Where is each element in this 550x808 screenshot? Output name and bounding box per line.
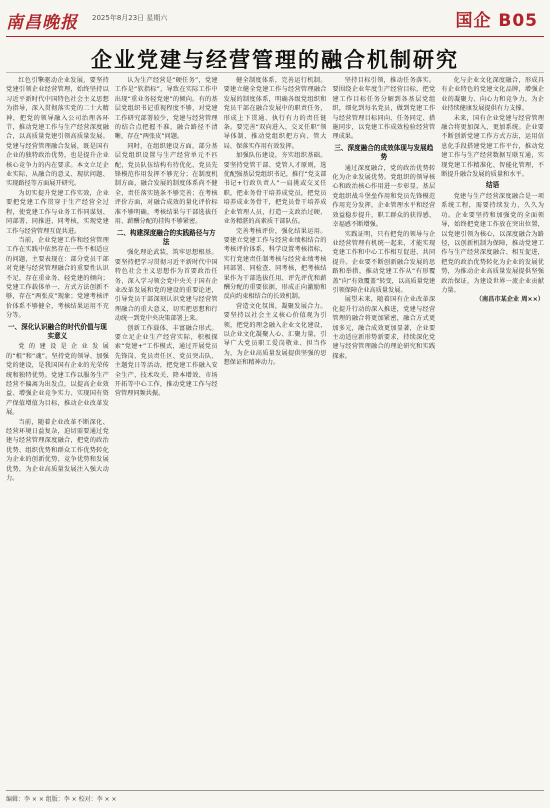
column-4 xyxy=(332,76,435,784)
paragraph: 认为生产经营是“硬任务”，党建工作是“软指标”，导致在实际工作中出现“重业务轻党建”的倾向。有的基层党组织书记重视程度不够，对党建工作研究部署较少，党建与经营管理的结合点把握不准，融合路径不清晰，存在“两张皮”问题。 xyxy=(114,77,218,141)
paragraph: 红色引擎驱动企业发展，要坚持党建引领企业经营管理，始终坚持以习近平新时代中国特色社会主义思想为指导，深入贯彻落实党的二十大精神，把党的领导融入公司治理各环节，推动党建工作与生产经营深度融合，以高质量党建引领高质量发展。党建与经营管理融合发展，既是国有企业的独特政治优势，也是提升企业核心竞争力的内在要求。本文立足企业实际，从融合的意义、现状问题、实现路径等方面展开研究。 xyxy=(6,77,109,188)
section-heading: 二、构建深度融合的实践路径与方法 xyxy=(116,228,216,246)
paragraph: 实践证明，只有把党的领导与企业经营管理有机统一起来，才能实现党建工作和中心工作相互促进、共同提升。企业要不断创新融合发展的思路和举措，推动党建工作从“有形覆盖”向“有效覆盖”转变，以高质量党建引领保障企业高质量发展。 xyxy=(332,230,436,294)
masthead xyxy=(6,2,544,37)
paragraph: 创新工作载体，丰富融合形式。要立足企业生产经营实际，积极探索“党建+”工作模式，通过开展党员先锋岗、党员责任区、党员突击队、主题党日等活动，把党建工作融入安全生产、技术攻关、降本增效、市场开拓等中心工作，推动党建工作与经营管理同频共振。 xyxy=(114,324,218,398)
paragraph: 强化理论武装，筑牢思想根基。要坚持把学习贯彻习近平新时代中国特色社会主义思想作为首要政治任务，深入学习领会党中央关于国有企业改革发展和党的建设的重要论述，引导党员干部深刻认识党建与经营管理融合的重大意义，切实把思想和行动统一到党中央决策部署上来。 xyxy=(114,249,218,323)
section-heading: 一、深化认识融合的时代价值与现实意义 xyxy=(7,322,107,340)
column-5 xyxy=(441,76,544,784)
paragraph: 展望未来，随着国有企业改革深化提升行动的深入推进，党建与经营管理的融合将更加紧密，融合方式更加多元，融合成效更加显著，企业要主动适应新形势新要求，持续深化党建与经营管理融合的理论研究和实践探索。 xyxy=(332,296,436,360)
paragraph: 健全制度体系，完善运行机制。要建立健全党建工作与经营管理融合发展的制度体系，明确各级党组织和党员干部在融合发展中的职责任务，形成上下贯通、执行有力的责任链条。要完善“双向进入、交叉任职”领导体制，推动党组织把方向、管大局、保落实作用有效发挥。 xyxy=(223,77,327,150)
paragraph: 为切实提升党建工作实效，企业要把党建工作贯穿于生产经营全过程，使党建工作与业务工作同谋划、同部署、同推进、同考核，实现党建工作与经营管理互促共进。 xyxy=(6,189,109,235)
article-body xyxy=(6,76,544,784)
paragraph: 当前，随着企业改革不断深化、经营环境日益复杂，迫切需要通过党建与经营管理深度融合，把党的政治优势、组织优势和群众工作优势转化为企业的创新优势、竞争优势和发展优势，为企业高质量发展注入强大动力。 xyxy=(6,418,109,483)
paragraph: 通过深度融合，党的政治优势转化为企业发展优势。党组织的领导核心和政治核心作用进一步彰显，基层党组织战斗堡垒作用和党员先锋模范作用充分发挥，企业管理水平和经营效益稳步提升，职工群众的获得感、幸福感不断增强。 xyxy=(332,164,436,229)
paragraph: 党的建设是企业发展的“根”和“魂”。坚持党的领导、加强党的建设，是我国国有企业的光荣传统和独特优势。党建工作以服务生产经营不偏离为出发点，以提高企业效益、增强企业竞争实力、实现国有资产保值增值为目标，推动企业改革发展。 xyxy=(6,343,109,417)
issue-date: 2025年8月23日 星期六 xyxy=(92,14,168,22)
paragraph: 党建与生产经营深度融合是一项系统工程，需要持续发力、久久为功。企业要坚持和加强党的全面领导，始终把党建工作放在突出位置，以党建引领为核心，以深度融合为路径，以创新机制为保障，推动党建工作与生产经营深度融合、相互促进，把党的政治优势转化为企业的发展优势，为推动企业高质量发展提供坚强政治保证，为建设世界一流企业贡献力量。 xyxy=(441,192,544,294)
section-heading: 结语 xyxy=(485,181,500,190)
paragraph: 坚持目标引领，推动任务落实。要围绕企业年度生产经营目标，把党建工作目标任务分解到各基层党组织，细化到每名党员，做到党建工作与经营管理目标同向、任务同定、措施同步，以党建工作成效检验经营管理成果。 xyxy=(332,77,436,141)
page-footer: 编辑：李 × × 组版：李 × 校对：李 × × xyxy=(6,790,544,803)
paragraph: 完善考核评价，强化结果运用。要建立党建工作与经营业绩相结合的考核评价体系，科学设置考核指标，实行党建责任制考核与经营业绩考核同部署、同检查、同考核，把考核结果作为干部选拔任用、评先评优和薪酬分配的重要依据，形成正向激励和反向约束相结合的长效机制。 xyxy=(223,227,327,301)
paragraph: 同时，在组织建设方面，部分基层党组织设置与生产经营单元不匹配，党员队伍结构有待优化，党员先锋模范作用发挥不够充分；在制度机制方面，融合发展的制度体系尚不健全，责任落实链条不够完善；在考核评价方面，对融合成效的量化评价标准不够明确，考核结果与干部选拔任用、薪酬分配的挂钩不够紧密。 xyxy=(114,142,218,226)
article-headline: 企业党建与经营管理的融合机制研究 xyxy=(91,47,459,72)
article-byline: （南昌市某企业 周××） xyxy=(475,296,544,304)
newspaper-logo: 南昌晚报 xyxy=(6,13,78,33)
column-1 xyxy=(6,76,109,784)
column-2 xyxy=(115,76,218,784)
paragraph: 加强队伍建设，夯实组织基础。要坚持党管干部、党管人才原则，选优配强基层党组织书记，推行“党支部书记+行政负责人”一肩挑或交叉任职，把业务骨干培养成党员，把党员培养成业务骨干，把党员骨干培养成企业管理人员，打造一支政治过硬、业务精湛的高素质干部队伍。 xyxy=(223,152,327,226)
headline-divider xyxy=(6,72,544,73)
paragraph: 营造文化氛围，凝聚发展合力。要坚持以社会主义核心价值观为引领，把党的理念融入企业文化建设，以企业文化凝聚人心、汇聚力量，引导广大党员职工爱岗敬业、担当作为，为企业高质量发展提供坚强的思想保证和精神动力。 xyxy=(223,302,327,367)
paragraph: 化与企业文化深度融合，形成具有企业特色的党建文化品牌，增强企业的凝聚力、向心力和竞争力，为企业持续健康发展提供有力支撑。 xyxy=(441,77,544,113)
section-heading: 三、深度融合的成效体现与发展趋势 xyxy=(334,143,434,162)
paragraph: 未来，国有企业党建与经营管理融合将更加深入、更加系统。企业要不断创新党建工作方式方法，运用信息化手段搭建党建工作平台，推动党建工作与生产经营数据互联互通，实现党建工作精准化、智能化管理，不断提升融合发展的质量和水平。 xyxy=(441,114,544,179)
page-section-tag: 国企 B05 xyxy=(455,11,538,31)
column-3 xyxy=(224,76,327,784)
paragraph: 当前，企业党建工作和经营管理工作在实践中依然存在一些不相适应的问题，主要表现在：部分党员干部对党建与经营管理融合的重要性认识不足，存在重业务、轻党建的倾向；党建工作载体单一、方式方法创新不够，存在“两张皮”现象；党建考核评价体系不够健全，考核结果运用不充分等。 xyxy=(6,236,109,320)
